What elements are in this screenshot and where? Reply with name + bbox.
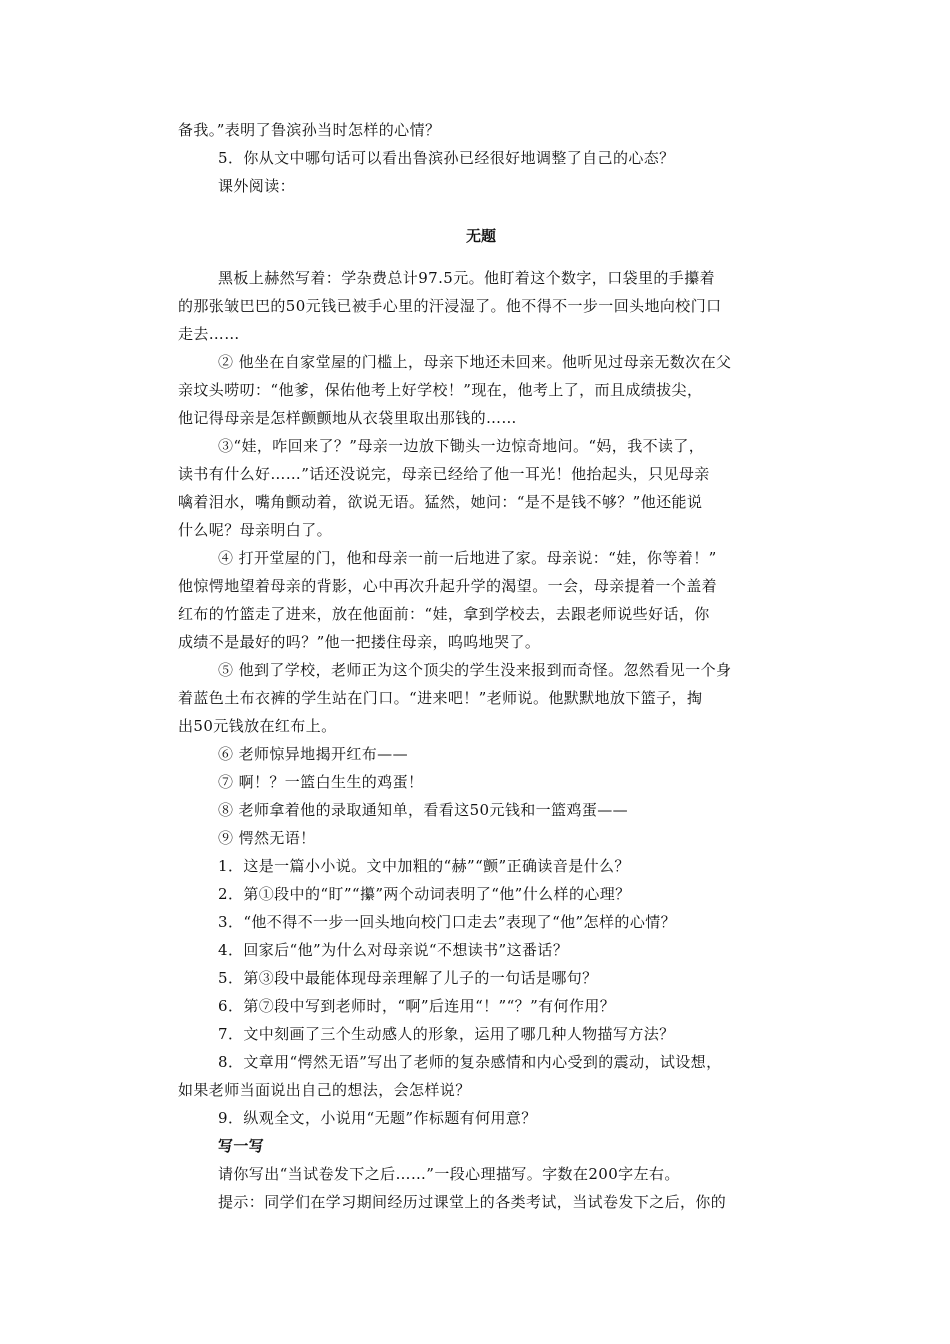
- story-line: 噙着泪水，嘴角颤动着，欲说无语。猛然，她问：“是不是钱不够？”他还能说: [178, 493, 703, 511]
- story-line: ③“娃，咋回来了？”母亲一边放下锄头一边惊奇地问。“妈，我不读了，: [218, 437, 705, 455]
- story-line: 他惊愕地望着母亲的背影，心中再次升起升学的渴望。一会，母亲提着一个盖着: [178, 577, 718, 595]
- question-4: 4．回家后“他”为什么对母亲说“不想读书”这番话？: [218, 941, 569, 959]
- story-paragraph-1: [178, 264, 784, 348]
- story-line: 什么呢？母亲明白了。: [178, 521, 333, 539]
- story-line: ⑤ 他到了学校，老师正为这个顶尖的学生没来报到而奇怪。忽然看见一个身: [218, 661, 732, 679]
- story-paragraph-3: [178, 432, 784, 544]
- question-7: 7．文中刻画了三个生动感人的形象，运用了哪几种人物描写方法？: [218, 1025, 675, 1043]
- story-paragraph-6: ⑥ 老师惊异地揭开红布——: [218, 745, 408, 763]
- story-line: 他记得母亲是怎样颤颤地从衣袋里取出那钱的……: [178, 409, 517, 427]
- story-line: 的那张皱巴巴的50元钱已被手心里的汗浸湿了。他不得不一步一回头地向校门口: [178, 297, 722, 315]
- writing-heading: 写一写: [218, 1137, 265, 1155]
- story-line: ④ 打开堂屋的门，他和母亲一前一后地进了家。母亲说：“娃，你等着！”: [218, 549, 717, 567]
- story-title: 无题: [465, 227, 496, 245]
- question-line: 8．文章用“愕然无语”写出了老师的复杂感情和内心受到的震动，试设想，: [218, 1053, 722, 1071]
- story-paragraph-5: [178, 656, 784, 740]
- extracurricular-reading-label: 课外阅读：: [218, 177, 296, 195]
- writing-section: [178, 1132, 784, 1216]
- story-line: 读书有什么好……”话还没说完，母亲已经给了他一耳光！他抬起头，只见母亲: [178, 465, 710, 483]
- question-5: 5．第③段中最能体现母亲理解了儿子的一句话是哪句？: [218, 969, 598, 987]
- story-paragraph-2: [178, 348, 784, 432]
- questions-list: [178, 852, 784, 1132]
- question-6: 6．第⑦段中写到老师时，“啊”后连用“！”“？”有何作用？: [218, 997, 616, 1015]
- story-line: 黑板上赫然写着：学杂费总计97.5元。他盯着这个数字，口袋里的手攥着: [218, 269, 716, 287]
- question-3: 3．“他不得不一步一回头地向校门口走去”表现了“他”怎样的心情？: [218, 913, 677, 931]
- story-paragraph-4: [178, 544, 784, 656]
- intro-question-continuation: 备我。”表明了鲁滨孙当时怎样的心情？: [178, 121, 441, 139]
- story-line: 红布的竹篮走了进来，放在他面前：“娃，拿到学校去，去跟老师说些好话，你: [178, 605, 710, 623]
- writing-prompt: 请你写出“当试卷发下之后……”一段心理描写。字数在200字左右。: [218, 1165, 680, 1183]
- intro-question-5: 5．你从文中哪句话可以看出鲁滨孙已经很好地调整了自己的心态？: [218, 149, 675, 167]
- story-body: [178, 264, 784, 852]
- question-9: 9．纵观全文，小说用“无题”作标题有何用意？: [218, 1109, 537, 1127]
- question-2: 2．第①段中的“盯”“攥”两个动词表明了“他”什么样的心理？: [218, 885, 631, 903]
- story-line: 亲坟头唠叨：“他爹，保佑他考上好学校！”现在，他考上了，而且成绩拔尖，: [178, 381, 703, 399]
- story-paragraph-7: ⑦ 啊！？一篮白生生的鸡蛋！: [218, 773, 424, 791]
- story-line: 走去……: [178, 325, 240, 343]
- question-line: 如果老师当面说出自己的想法，会怎样说？: [178, 1081, 471, 1099]
- question-8: [178, 1048, 784, 1104]
- story-paragraph-9: ⑨ 愕然无语！: [218, 829, 316, 847]
- story-line: 成绩不是最好的吗？”他一把搂住母亲，呜呜地哭了。: [178, 633, 541, 651]
- story-line: ② 他坐在自家堂屋的门槛上，母亲下地还未回来。他听见过母亲无数次在父: [218, 353, 732, 371]
- intro-section: [178, 116, 784, 200]
- question-1: 1．这是一篇小小说。文中加粗的“赫”“颤”正确读音是什么？: [218, 857, 630, 875]
- story-line: 着蓝色土布衣裤的学生站在门口。“进来吧！”老师说。他默默地放下篮子，掏: [178, 689, 703, 707]
- story-line: 出50元钱放在红布上。: [178, 717, 337, 735]
- story-paragraph-8: ⑧ 老师拿着他的录取通知单，看看这50元钱和一篮鸡蛋——: [218, 801, 629, 819]
- document-page: [178, 116, 784, 1216]
- writing-hint: 提示：同学们在学习期间经历过课堂上的各类考试，当试卷发下之后，你的: [218, 1193, 727, 1211]
